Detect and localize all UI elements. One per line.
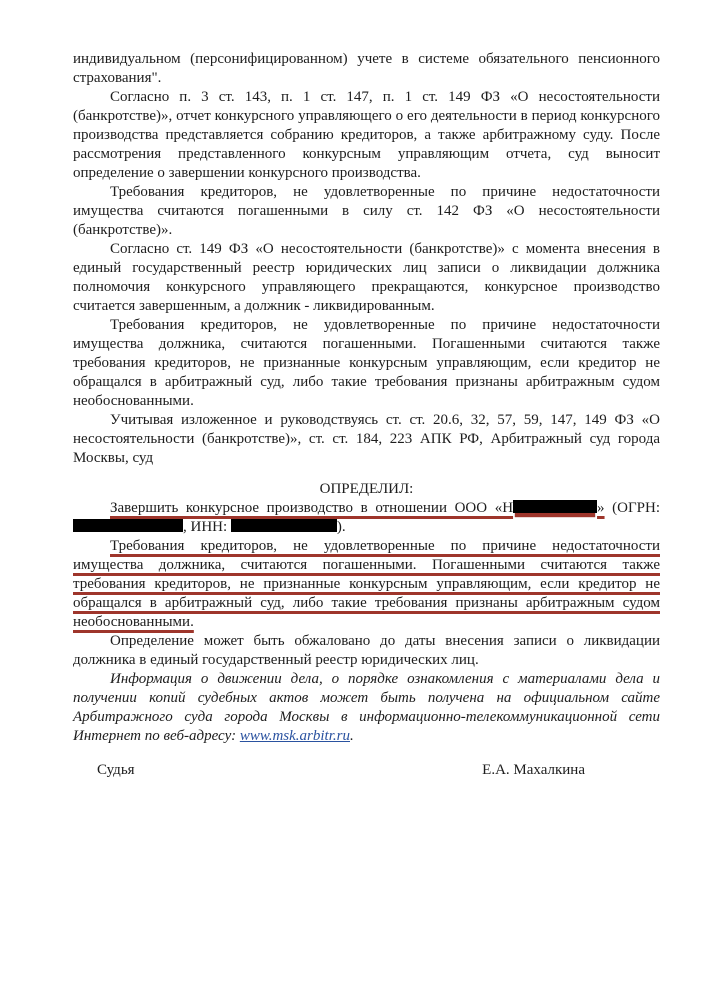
redaction-inn-value: [231, 519, 337, 532]
ruling-terminate-closing: ).: [336, 519, 346, 535]
paragraph-case-info: [73, 670, 660, 746]
paragraph-guided-by: Учитывая изложенное и руководствуясь ст. ст. 20.6, 32, 57, 59, 147, 149 ФЗ «О несостоятельности (банкротстве)», ст. ст. 184, 223 АПК РФ, Арбитражный суд города Москвы, суд: [73, 412, 660, 466]
ruling-terminate-close-quote: »: [597, 500, 605, 516]
inn-label: , ИНН:: [183, 519, 231, 535]
ruling-terminate-underlined-text: Завершить конкурсное производство в отношении ООО «Н: [110, 500, 514, 516]
paragraph-pension-insurance: индивидуальном (персонифицированном) учете в системе обязательного пенсионного страхования".: [73, 51, 660, 86]
paragraph-article-149: Согласно ст. 149 ФЗ «О несостоятельности (банкротстве)» с момента внесения в единый государственный реестр юридических лиц записи о ликвидации должника полномочия конкурсного управляющего прекращаются, конкурсное производство считается завершенным, а должник - ликвидированным.: [73, 241, 660, 314]
paragraph-article-143: Согласно п. 3 ст. 143, п. 1 ст. 147, п. 1 ст. 149 ФЗ «О несостоятельности (банкротстве)», отчет конкурсного управляющего о его деятельности в период конкурсного производства представляется собранию кредиторов, а также арбитражному суду. После рассмотрения представленного конкурсным управляющим отчета, суд выносит определение о завершении конкурсного производства.: [73, 89, 660, 181]
paragraph-appeal: Определение может быть обжаловано до даты внесения записи о ликвидации должника в единый государственный реестр юридических лиц.: [73, 633, 660, 668]
redaction-company-name: [513, 500, 597, 513]
ruling-paragraph-claims-underlined: Требования кредиторов, не удовлетворенные по причине недостаточности имущества должника, считаются погашенными. Погашенными считаются также требования кредиторов, не признанные конкурсным управляющим, если кредитор не обращался в арбитражный суд, либо такие требования признаны арбитражным судом необоснованными.: [73, 538, 660, 630]
signature-judge-label: Судья: [97, 762, 135, 778]
ruling-heading: ОПРЕДЕЛИЛ:: [319, 481, 414, 497]
paragraph-claims-extinguished-2: Требования кредиторов, не удовлетворенные по причине недостаточности имущества должника, считаются погашенными. Погашенными считаются также требования кредиторов, не признанные конкурсным управляющим, если кредитор не обращался в арбитражный суд, либо такие требования признаны арбитражным судом необоснованными.: [73, 317, 660, 409]
court-website-link[interactable]: www.msk.arbitr.ru: [239, 728, 350, 744]
case-info-text: Информация о движении дела, о порядке ознакомления с материалами дела и получении копий судебных актов может быть получена на официальном сайте Арбитражного суда города Москвы в информационно-телекоммуникационной сети Интернет по веб-адресу:: [73, 671, 660, 744]
ruling-paragraph-terminate: [73, 499, 660, 537]
case-info-period: .: [350, 728, 354, 744]
paragraph-claims-extinguished: Требования кредиторов, не удовлетворенные по причине недостаточности имущества считаются погашенными в силу ст. 142 ФЗ «О несостоятельности (банкротстве)».: [73, 184, 660, 238]
redaction-ogrn-value: [73, 519, 183, 532]
signature-row: [73, 761, 660, 780]
signature-judge-name: Е.А. Махалкина: [482, 762, 585, 778]
ogrn-label: (ОГРН:: [604, 500, 660, 516]
